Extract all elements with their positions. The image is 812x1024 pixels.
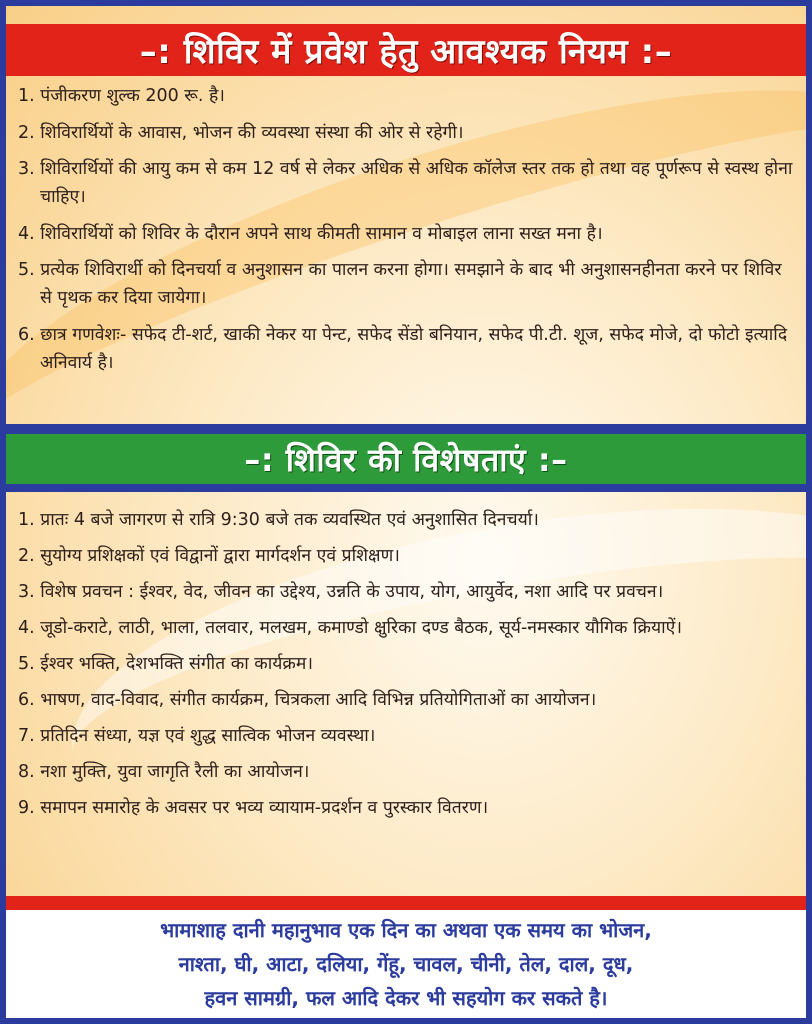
rules-list bbox=[18, 82, 798, 385]
poster-body bbox=[6, 6, 806, 1018]
list-item: 1. पंजीकरण शुल्क 200 रू. है। bbox=[18, 86, 225, 106]
features-list bbox=[18, 506, 798, 830]
list-item: 3. शिविरार्थियों की आयु कम से कम 12 वर्ष से लेकर अधिक से अधिक कॉलेज स्तर तक हो तथा वह पूर्णरूप से स्वस्थ होना चाहिए। bbox=[18, 159, 793, 207]
list-item: 3. विशेष प्रवचन : ईश्वर, वेद, जीवन का उद्देश्य, उन्नति के उपाय, योग, आयुर्वेद, नशा आदि पर प्रवचन। bbox=[18, 582, 664, 602]
rules-heading-banner bbox=[6, 24, 806, 76]
rules-heading: –: शिविर में प्रवेश हेतु आवश्यक नियम :– bbox=[139, 32, 673, 72]
list-item: 5. ईश्वर भक्ति, देशभक्ति संगीत का कार्यक्रम। bbox=[18, 654, 313, 674]
list-item: 5. प्रत्येक शिविरार्थी को दिनचर्या व अनुशासन का पालन करना होगा। समझाने के बाद भी अनुशासनहीनता करने पर शिविर से पृथक कर दिया जायेगा। bbox=[18, 260, 782, 308]
list-item: 4. शिविरार्थियों को शिविर के दौरान अपने साथ कीमती सामान व मोबाइल लाना सख्त मना है। bbox=[18, 223, 603, 244]
donation-line: नाश्ता, घी, आटा, दलिया, गेंहू, चावल, चीनी, तेल, दाल, दूध, bbox=[178, 952, 634, 976]
list-item: 7. प्रतिदिन संध्या, यज्ञ एवं शुद्ध सात्विक भोजन व्यवस्था। bbox=[18, 726, 376, 746]
features-heading-banner bbox=[6, 434, 806, 484]
list-item: 1. प्रातः 4 बजे जागरण से रात्रि 9:30 बजे तक व्यवस्थित एवं अनुशासित दिनचर्या। bbox=[18, 510, 539, 530]
donation-line: हवन सामग्री, फल आदि देकर भी सहयोग कर सकते है। bbox=[204, 986, 608, 1010]
features-heading: –: शिविर की विशेषताएं :– bbox=[244, 440, 568, 479]
donation-line: भामाशाह दानी महानुभाव एक दिन का अथवा एक समय का भोजन, bbox=[160, 918, 652, 942]
list-item: 4. जूडो-कराटे, लाठी, भाला, तलवार, मलखम, कमाण्डो क्षुरिका दण्ड बैठक, सूर्य-नमस्कार यौगिक क्रियाऐं। bbox=[18, 618, 682, 638]
list-item: 6. भाषण, वाद-विवाद, संगीत कार्यक्रम, चित्रकला आदि विभिन्न प्रतियोगिताओं का आयोजन। bbox=[18, 690, 597, 710]
list-item: 9. समापन समारोह के अवसर पर भव्य व्यायाम-प्रदर्शन व पुरस्कार वितरण। bbox=[18, 798, 489, 818]
list-item: 2. शिविरार्थियों के आवास, भोजन की व्यवस्था संस्था की ओर से रहेगी। bbox=[18, 122, 464, 143]
list-item: 2. सुयोग्य प्रशिक्षकों एवं विद्वानों द्वारा मार्गदर्शन एवं प्रशिक्षण। bbox=[18, 546, 400, 566]
list-item: 8. नशा मुक्ति, युवा जागृति रैली का आयोजन। bbox=[18, 762, 310, 782]
section-divider bbox=[6, 424, 806, 434]
donation-note bbox=[6, 910, 806, 1018]
list-item: 6. छात्र गणवेशः- सफेद टी-शर्ट, खाकी नेकर या पेन्ट, सफेद सेंडो बनियान, सफेद पी.टी. शूज, सफेद मोजे, दो फोटो इत्यादि अनिवार्य है। bbox=[18, 324, 788, 373]
footer-divider bbox=[6, 896, 806, 910]
section-divider bbox=[6, 484, 806, 492]
